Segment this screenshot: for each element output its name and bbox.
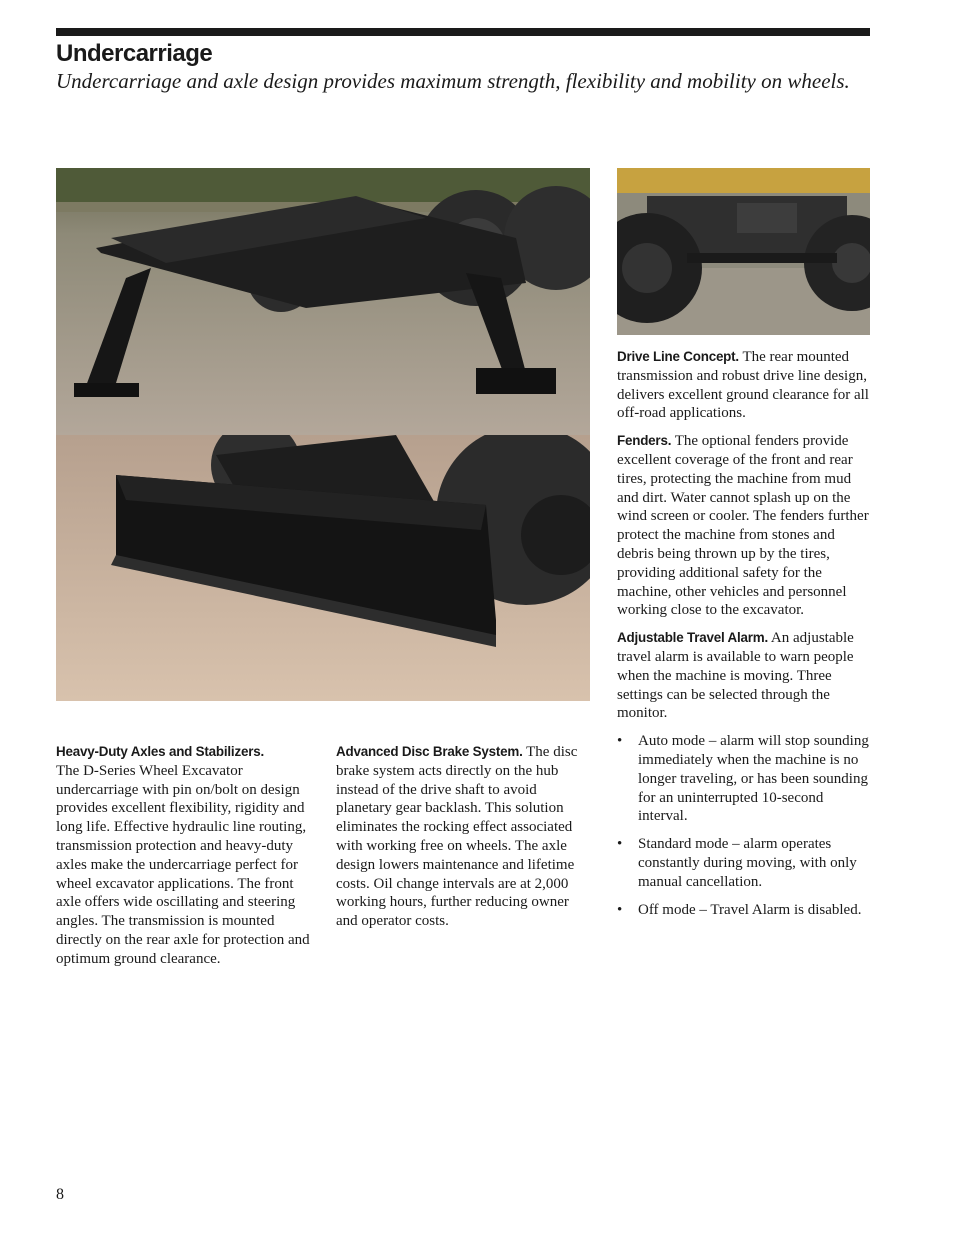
page-subtitle: Undercarriage and axle design provides maximum strength, flexibility and mobility on wheels. — [56, 69, 850, 93]
page-number: 8 — [56, 1186, 64, 1203]
driveline-body: The rear mounted transmission and robust drive line design, delivers excellent ground clearance for all off-road applications. — [617, 349, 869, 422]
page-title: Undercarriage — [56, 40, 213, 67]
dozer-blade-photo — [56, 435, 590, 701]
axles-paragraph — [56, 743, 314, 969]
bullet-icon: • — [617, 901, 623, 918]
alarm-heading: Adjustable Travel Alarm. — [617, 630, 768, 646]
driveline-paragraph — [617, 348, 873, 423]
top-rule — [56, 28, 870, 36]
alarm-body: An adjustable travel alarm is available to warn people when the machine is moving. Three settings can be selected through the monitor. — [617, 630, 854, 722]
fenders-heading: Fenders. — [617, 433, 672, 449]
list-item — [617, 901, 873, 920]
axles-heading: Heavy-Duty Axles and Stabilizers. — [56, 744, 264, 759]
alarm-paragraph — [617, 629, 873, 723]
bullet-text: Standard mode – alarm operates constantly during moving, with only manual cancellation. — [638, 836, 857, 890]
list-item — [617, 732, 873, 826]
bullet-icon: • — [617, 836, 623, 853]
brake-heading: Advanced Disc Brake System. — [336, 744, 523, 759]
alarm-modes-list — [617, 732, 873, 919]
column-middle — [336, 743, 588, 940]
column-right — [617, 348, 873, 928]
driveline-heading: Drive Line Concept. — [617, 349, 739, 364]
drive-line-photo — [617, 168, 870, 335]
fenders-paragraph — [617, 432, 873, 620]
stabilizer-photo — [56, 168, 590, 435]
brake-body: The disc brake system acts directly on the hub instead of the drive shaft to avoid planetary gear backlash. This solution eliminates the rocking effect associated with working free on wheels. The axle design lowers maintenance and lifetime costs. Oil change intervals are at 2,000 working hours, further reducing owner and operator costs. — [336, 744, 578, 930]
bullet-text: Off mode – Travel Alarm is disabled. — [638, 901, 862, 918]
list-item — [617, 835, 873, 891]
axles-body: The D-Series Wheel Excavator undercarriage with pin on/bolt on design provides excellent flexibility, rigidity and long life. Effective hydraulic line routing, transmission protection and heavy-duty axles make the undercarriage perfect for wheel excavator applications. The front axle offers wide oscillating and steering angles. The transmission is mounted directly on the rear axle for protection and optimum ground clearance. — [56, 762, 310, 967]
fenders-body: The optional fenders provide excellent coverage of the front and rear tires, protecting the machine from mud and dirt. Water cannot splash up on the wind screen or cooler. The fenders further protect the machine from stones and debris being thrown up by the tires, providing additional safety for the machine, other vehicles and personnel working close to the excavator. — [617, 433, 869, 619]
bullet-text: Auto mode – alarm will stop sounding immediately when the machine is no longer traveling, or has been sounding for an uninterrupted 10-second interval. — [638, 733, 869, 825]
bullet-icon: • — [617, 733, 623, 750]
column-left — [56, 743, 314, 978]
brake-paragraph — [336, 743, 588, 931]
